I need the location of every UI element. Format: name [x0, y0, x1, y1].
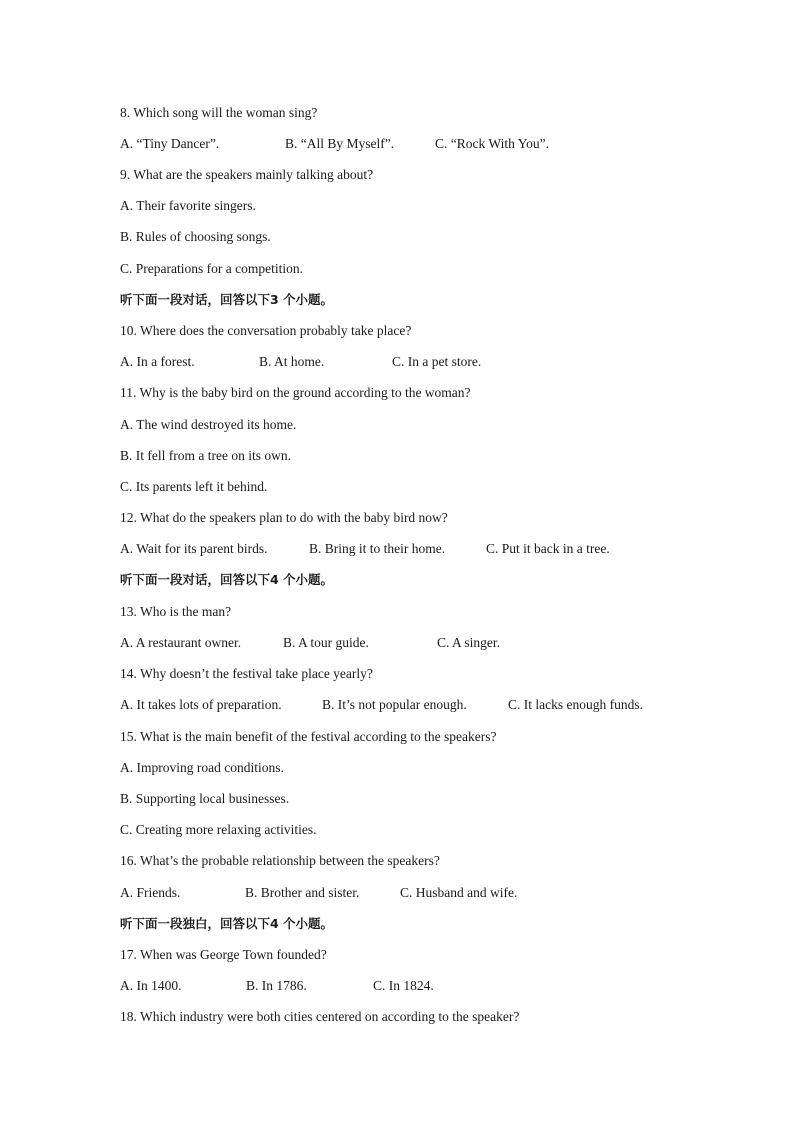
question-12-option-a: A. Wait for its parent birds.: [120, 541, 268, 556]
question-14-option-c: C. It lacks enough funds.: [508, 697, 643, 712]
question-12-option-c: C. Put it back in a tree.: [486, 541, 610, 556]
question-14-stem: 14. Why doesn’t the festival take place yearly?: [120, 666, 373, 681]
question-15-option-c: C. Creating more relaxing activities.: [120, 822, 317, 837]
question-8-option-b: B. “All By Myself”.: [285, 136, 395, 151]
section-instruction-1: 听下面一段对话，回答以下3 个小题。: [120, 292, 334, 307]
question-9-option-b: B. Rules of choosing songs.: [120, 229, 271, 244]
question-11-stem: 11. Why is the baby bird on the ground according to the woman?: [120, 385, 471, 400]
question-10-stem: 10. Where does the conversation probably take place?: [120, 323, 412, 338]
question-8-option-a: A. “Tiny Dancer”.: [120, 136, 220, 151]
question-8-option-c: C. “Rock With You”.: [435, 136, 549, 151]
question-12-option-b: B. Bring it to their home.: [309, 541, 446, 556]
question-16-stem: 16. What’s the probable relationship between the speakers?: [120, 853, 440, 868]
question-11-option-a: A. The wind destroyed its home.: [120, 417, 297, 432]
question-14-option-b: B. It’s not popular enough.: [322, 697, 467, 712]
question-10-option-a: A. In a forest.: [120, 354, 195, 369]
question-14-option-a: A. It takes lots of preparation.: [120, 697, 282, 712]
question-10-option-b: B. At home.: [259, 354, 325, 369]
question-16-option-c: C. Husband and wife.: [400, 885, 518, 900]
question-13-option-c: C. A singer.: [437, 635, 501, 650]
question-15-option-a: A. Improving road conditions.: [120, 760, 284, 775]
question-11-option-c: C. Its parents left it behind.: [120, 479, 268, 494]
question-9-option-a: A. Their favorite singers.: [120, 198, 256, 213]
question-17-option-c: C. In 1824.: [373, 978, 434, 993]
question-18-stem: 18. Which industry were both cities centered on according to the speaker?: [120, 1009, 520, 1024]
question-16-option-a: A. Friends.: [120, 885, 181, 900]
section-instruction-2: 听下面一段对话，回答以下4 个小题。: [120, 572, 334, 587]
question-17-option-b: B. In 1786.: [246, 978, 307, 993]
question-12-stem: 12. What do the speakers plan to do with the baby bird now?: [120, 510, 448, 525]
question-17-stem: 17. When was George Town founded?: [120, 947, 327, 962]
question-10-option-c: C. In a pet store.: [392, 354, 482, 369]
question-13-stem: 13. Who is the man?: [120, 604, 232, 619]
section-instruction-3: 听下面一段独白，回答以下4 个小题。: [120, 916, 334, 931]
question-9-stem: 9. What are the speakers mainly talking about?: [120, 167, 374, 182]
question-15-stem: 15. What is the main benefit of the festival according to the speakers?: [120, 729, 497, 744]
question-15-option-b: B. Supporting local businesses.: [120, 791, 290, 806]
question-13-option-b: B. A tour guide.: [283, 635, 369, 650]
question-11-option-b: B. It fell from a tree on its own.: [120, 448, 291, 463]
question-16-option-b: B. Brother and sister.: [245, 885, 360, 900]
question-9-option-c: C. Preparations for a competition.: [120, 261, 303, 276]
question-13-option-a: A. A restaurant owner.: [120, 635, 242, 650]
question-8-stem: 8. Which song will the woman sing?: [120, 105, 318, 120]
question-17-option-a: A. In 1400.: [120, 978, 182, 993]
